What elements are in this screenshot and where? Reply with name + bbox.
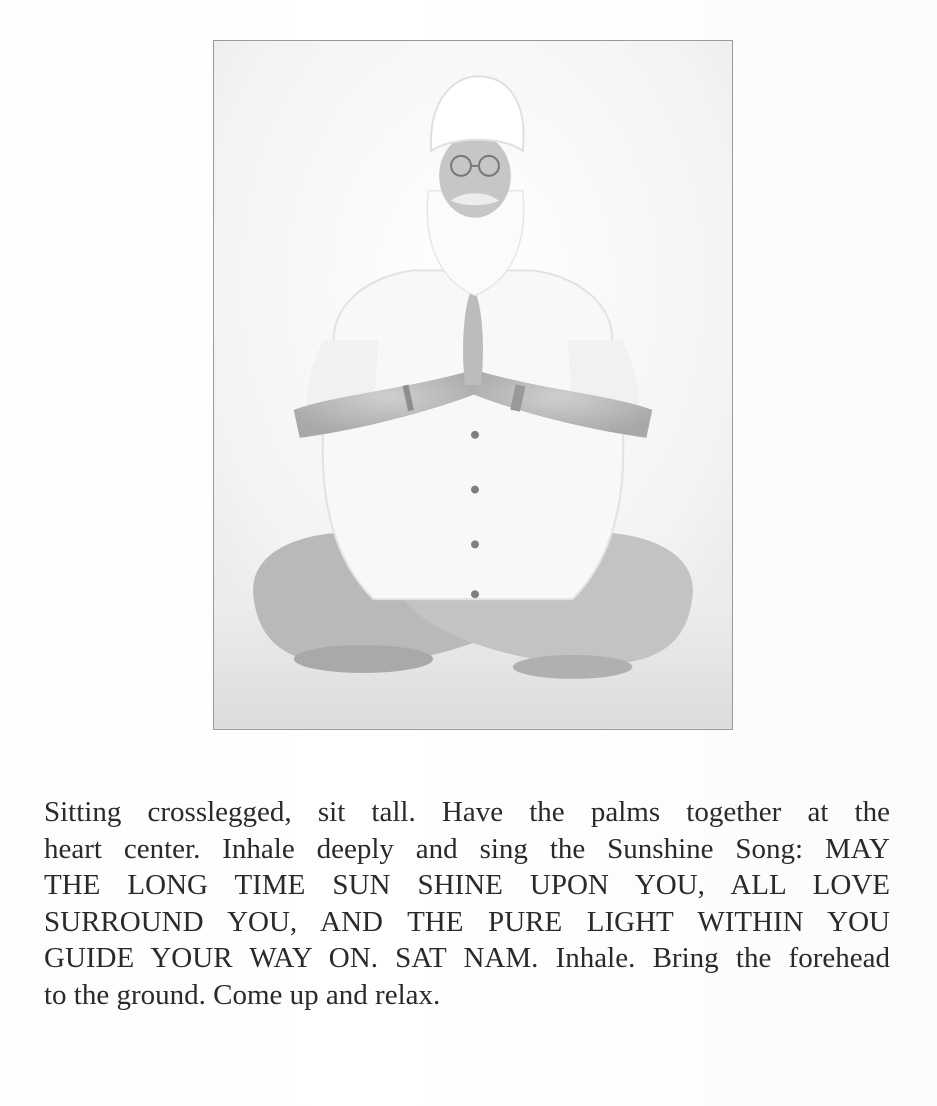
meditation-photo bbox=[213, 40, 733, 730]
caption-line: heart center. Inhale deeply and sing the Sunshine Song: MAY bbox=[44, 832, 890, 865]
meditation-figure-illustration bbox=[214, 41, 732, 729]
instruction-text bbox=[44, 794, 890, 1013]
caption-line: GUIDE YOUR WAY ON. SAT NAM. Inhale. Bring the forehead bbox=[44, 942, 890, 974]
caption-line: SURROUND YOU, AND THE PURE LIGHT WITHIN YOU bbox=[44, 905, 890, 938]
caption-line: Sitting crosslegged, sit tall. Have the palms together at the bbox=[44, 796, 890, 828]
caption-line: to the ground. Come up and relax. bbox=[44, 978, 441, 1011]
right-foot bbox=[513, 655, 633, 679]
caption-line: THE LONG TIME SUN SHINE UPON YOU, ALL LOVE bbox=[44, 869, 890, 901]
left-foot bbox=[294, 645, 433, 673]
